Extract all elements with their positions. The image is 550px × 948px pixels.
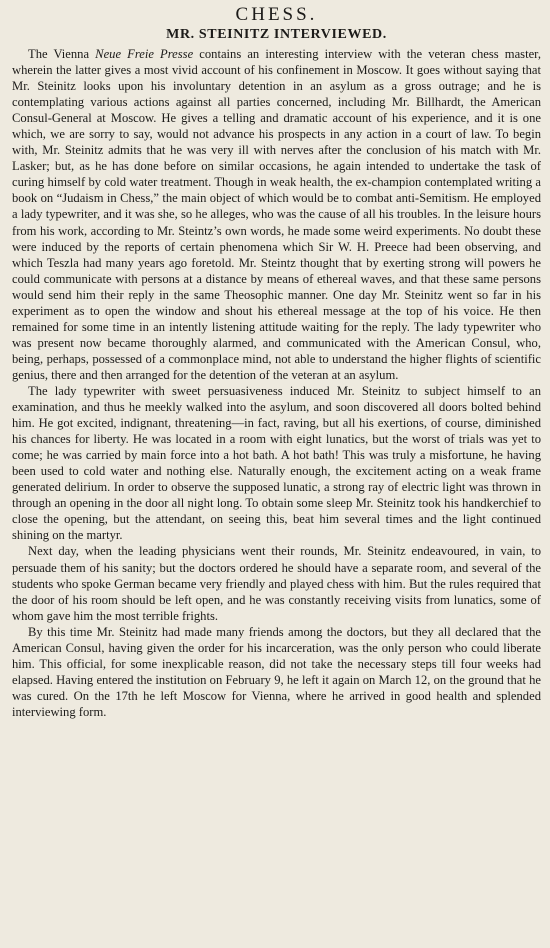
paragraph-lead: The Vienna — [28, 47, 96, 61]
headline: MR. STEINITZ INTERVIEWED. — [166, 27, 387, 42]
paragraph-text: Next day, when the leading physicians went their rounds, Mr. Steinitz endeavoured, in vain, to persuade them of his sanity; but the doctors ordered he should have a separate room, and several of the students who spoke German became very friendly and played chess with him. But the rules required that the door of his room should be left open, and he was constantly receiving visits from lunatics, some of whom gave him the most terrible frights. — [12, 544, 541, 623]
article-paragraph-1 — [12, 46, 541, 383]
article-paragraph-3 — [12, 543, 541, 623]
paragraph-text: By this time Mr. Steinitz had made many friends among the doctors, but they all declared that the American Consul, having given the order for his incarceration, was the only person who could liberate him. This official, for some inexplicable reason, did not take the necessary steps till four weeks had elapsed. Having entered the institution on February 9, he left it again on March 12, on the ground that he was cured. On the 17th he left Moscow for Vienna, where he arrived in good health and splended interviewing form. — [12, 624, 541, 719]
paragraph-text: contains an interesting interview with the veteran chess master, wherein the latter gives a most vivid account of his confinement in Moscow. It goes without saying that Mr. Steinitz looks upon his involuntary detention in an asylum as a gross outrage; and he is contemplating various actions against all parties concerned, including Mr. Billhardt, the American Consul-General at Moscow. He gives a telling and dramatic account of his experience, and it is one which, we are sorry to say, would not advance his prospects in any action in a court of law. To begin with, Mr. Steinitz admits that he was very ill with nerves after the conclusion of his match with Mr. Lasker; but, as he has done before on similar occasions, he again intended to undertake the task of curing himself by cold water treatment. Though in weak health, the ex-champion contemplated writing a book on “Judaism in Chess,” the main object of which would be to combat anti-Semitism. He employed a lady typewriter, and it was she, so he alleges, who was the cause of all his troubles. In the leisure hours from his work, according to Mr. Steintz’s own words, he made some weird experiments. No doubt these were induced by the reports of certain phenomena which Sir W. H. Preece had been observing, and which Teszla had many years ago foretold. Mr. Steintz thought that by exerting strong will powers he could communicate with persons at a distance by means of ethereal waves, and that these same persons would send him their reply in the same Theosophic manner. One day Mr. Steinitz went so far in his experiment as to open the window and shout his ethereal message at the top of his voice. He then remained for some time in an intently listening attitude waiting for the reply. The lady typewriter who was present now became thoroughly alarmed, and communicated with the American Consul, who, being, perhaps, possessed of a commonplace mind, not able to understand the higher flights of scientific genius, there and then arranged for the detention of the veteran at an asylum. — [12, 47, 541, 382]
publication-name: Neue Freie Presse — [95, 47, 194, 61]
article-paragraph-2 — [12, 383, 541, 543]
paragraph-text: The lady typewriter with sweet persuasiveness induced Mr. Steinitz to subject himself to an examination, and thus he meekly walked into the asylum, and soon discovered all doors bolted behind him. He got excited, indignant, threatening—in fact, raving, but all his exertions, of course, diminished his chances for liberty. He was located in a room with eight lunatics, but the worst of trials was yet to come; he was carried by main force into a hot bath. A hot bath! This was truly a misfortune, he having been used to cold water and nothing else. Naturally enough, the excitement acting on a weak frame generated delirium. In order to observe the supposed lunatic, a strong ray of electric light was thrown in through an opening in the door all night long. To obtain some sleep Mr. Steinitz took his handkerchief to close the opening, but the attendant, on seeing this, beat him several times and the light continued shining on the martyr. — [12, 383, 541, 543]
article-paragraph-4 — [12, 624, 541, 720]
section-title: CHESS. — [235, 4, 318, 25]
